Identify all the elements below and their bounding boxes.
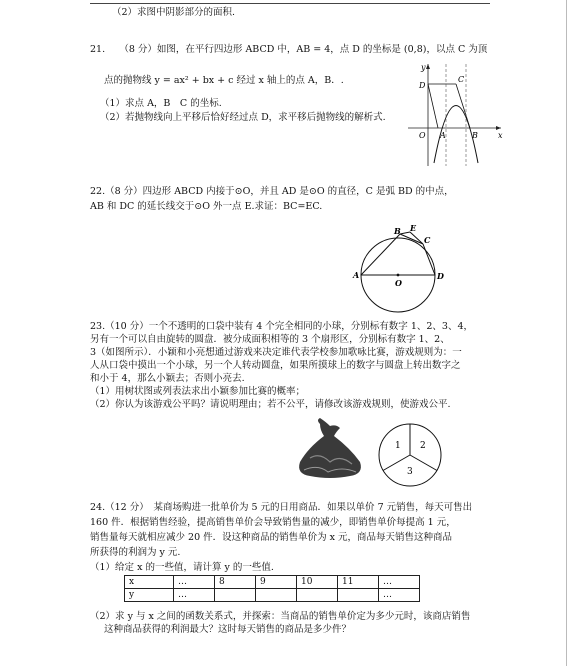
table-cell: …: [174, 576, 215, 589]
q22-fig-label-B: B: [394, 226, 401, 236]
q24-line-3: 销售量每天就相应减少 20 件．设这种商品的销售单价为 x 元，商品每天销售这种商品: [90, 532, 453, 543]
q24-value-table: [124, 575, 420, 602]
q23-spinner-figure: [375, 420, 445, 490]
q23-line-2: 另有一个可以自由旋转的圆盘．被分成面积相等的 3 个扇形区，分别标有数字 1、2、: [90, 334, 450, 345]
q24-line-4: 所获得的利润为 y 元.: [90, 547, 181, 558]
q23-sub-1: （1）用树状图或列表法求出小颖参加比赛的概率；: [90, 386, 306, 397]
q21-parabola-figure: [406, 58, 506, 168]
q22-fig-label-E: E: [410, 223, 417, 233]
q21-fig-label-y: y: [421, 63, 426, 72]
spinner-sector-1: 1: [395, 441, 401, 451]
table-cell: 11: [338, 576, 379, 589]
q21-fig-label-B: B: [472, 131, 478, 140]
q22-fig-label-D: D: [437, 271, 444, 281]
table-cell: [297, 589, 338, 602]
q21-sub-1: （1）求点 A，B C 的坐标.: [100, 98, 222, 109]
table-cell: [215, 589, 256, 602]
q24-sub-1: （1）给定 x 的一些值，请计算 y 的一些值.: [90, 562, 274, 573]
table-cell: 10: [297, 576, 338, 589]
table-row: [125, 589, 420, 602]
table-cell: y: [125, 589, 174, 602]
q24-sub-2b: 这种商品获得的利润最大？这时每天销售的商品是多少件？: [104, 624, 352, 635]
table-cell: …: [379, 589, 420, 602]
q22-line-1: 22.（8 分）四边形 ABCD 内接于⊙O，并且 AD 是⊙O 的直径，C 是弧 BD 的中点，: [90, 186, 454, 197]
q21-fig-label-A: A: [440, 131, 446, 140]
table-cell: [256, 589, 297, 602]
q21-fig-label-x: x: [498, 131, 503, 140]
right-border: [566, 0, 567, 666]
table-row: [125, 576, 420, 589]
q22-fig-label-O: O: [395, 278, 402, 288]
q24-line-1: 24.（12 分） 某商场购进一批单价为 5 元的日用商品．如果以单价 7 元销售，每天可售出: [90, 502, 473, 513]
table-cell: 8: [215, 576, 256, 589]
table-cell: 9: [256, 576, 297, 589]
q24-sub-2a: （2）求 y 与 x 之间的函数关系式，并探索：当商品的销售单价定为多少元时，该商店销售: [90, 611, 471, 622]
q23-line-3: 3（如图所示）．小颖和小亮想通过游戏来决定谁代表学校参加歌咏比赛，游戏规则为：一: [90, 347, 462, 358]
q23-line-4: 人从口袋中摸出一个小球，另一个人转动圆盘，如果所摸球上的数字与圆盘上转出数字之: [90, 360, 461, 371]
q23-line-1: 23.（10 分）一个不透明的口袋中装有 4 个完全相同的小球，分别标有数字 1、2、3、4，: [90, 321, 473, 332]
q21-fig-label-D: D: [419, 81, 426, 90]
spinner-sector-3: 3: [407, 467, 413, 477]
q22-line-2: AB 和 DC 的延长线交于⊙O 外一点 E.求证：BC=EC.: [90, 201, 323, 212]
q20-subquestion-2: （2）求图中阴影部分的面积.: [112, 7, 236, 18]
q23-line-5: 和小于 4，那么小颖去；否则小亮去.: [90, 373, 245, 384]
q22-fig-label-A: A: [353, 270, 360, 280]
top-rule: [90, 3, 490, 4]
q23-bag-illustration: [290, 418, 370, 480]
q23-sub-2: （2）你认为该游戏公平吗？请说明理由；若不公平，请修改该游戏规则，使游戏公平.: [90, 399, 451, 410]
q21-fig-label-C: C: [458, 75, 465, 84]
spinner-sector-2: 2: [420, 441, 426, 451]
table-cell: …: [174, 589, 215, 602]
q21-line-2: 点的抛物线 y = ax² + bx + c 经过 x 轴上的点 A，B．.: [104, 75, 344, 86]
q24-line-2: 160 件．根据销售经验，提高销售单价会导致销售量的减少，即销售单价每提高 1 元，: [90, 517, 456, 528]
q22-circle-figure: [352, 222, 452, 322]
table-cell: …: [379, 576, 420, 589]
table-cell: [338, 589, 379, 602]
q21-line-1: 21. （8 分）如图，在平行四边形 ABCD 中，AB = 4，点 D 的坐标是 (0,8)，以点 C 为顶: [90, 44, 488, 55]
table-cell: x: [125, 576, 174, 589]
q21-fig-label-O: O: [419, 131, 426, 140]
q21-sub-2: （2）若抛物线向上平移后恰好经过点 D，求平移后抛物线的解析式.: [100, 112, 386, 123]
q22-fig-label-C: C: [424, 235, 431, 245]
